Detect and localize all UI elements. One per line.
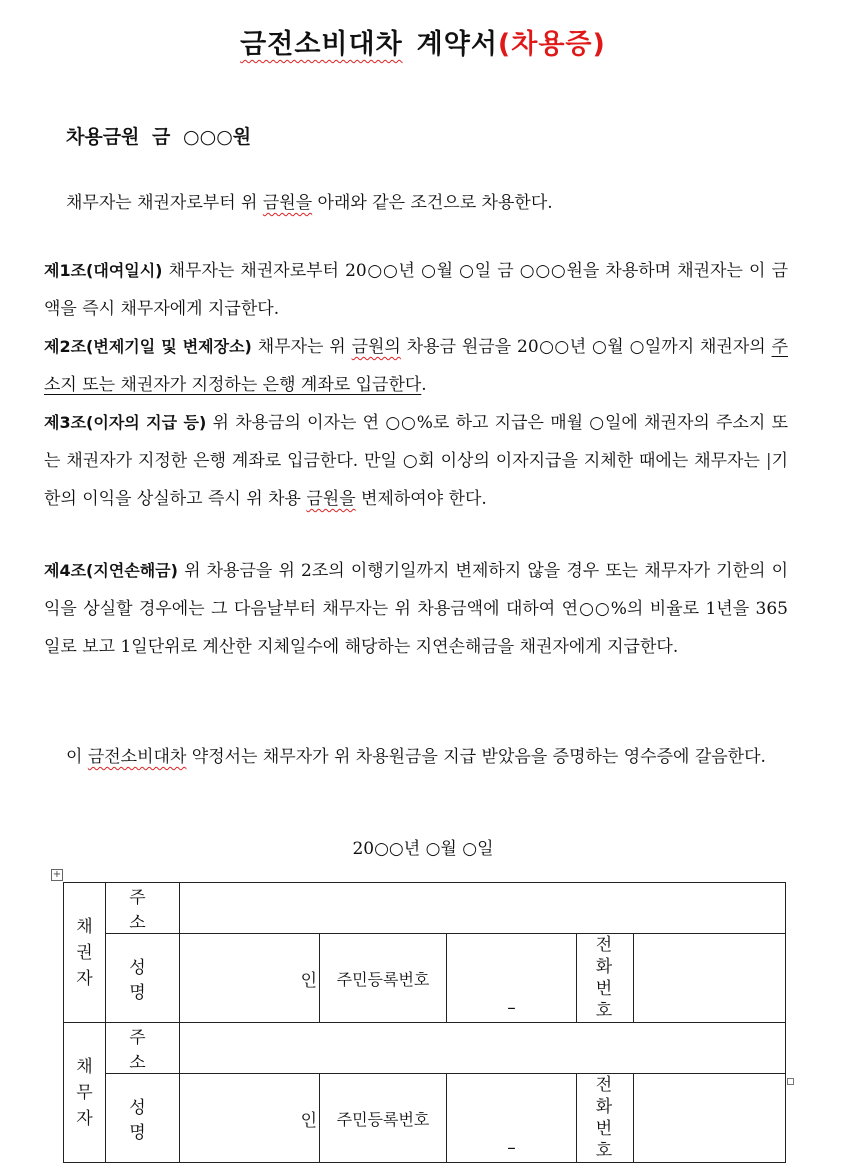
article-4-heading: 제4조(지연손해금)	[44, 561, 178, 580]
loan-amount	[66, 122, 251, 149]
table-move-handle-icon[interactable]: +	[52, 869, 62, 880]
debtor-address-field[interactable]	[180, 1023, 786, 1074]
creditor-phone-label: 전 화 번 호	[577, 934, 634, 1023]
id-dash: –	[507, 1138, 516, 1158]
debtor-phone-label: 전 화 번 호	[577, 1074, 634, 1163]
article-3-text: 위 차용금의 이자는 연 ○○%로 하고 지급은 매월 ○일에 채권자의 주소지 또는 채권자가 지정한 은행 계좌로 입금한다. 만일 ○회 이상의 이자지급을 지체한 때에는 채무자는	[44, 413, 788, 471]
creditor-name-field[interactable]	[180, 934, 320, 1023]
amount-label: 차용금원	[66, 126, 140, 148]
intro-text: 채무자는 채권자로부터 위	[66, 193, 263, 213]
spellcheck-word: 금전소비대차	[87, 747, 187, 767]
debtor-label: 채 무 자	[64, 1023, 106, 1163]
amount-value: ○○○원	[183, 126, 252, 148]
article-2-end: .	[421, 375, 427, 395]
creditor-address-label: 주 소	[106, 883, 180, 934]
creditor-name-label: 성 명	[106, 934, 180, 1023]
debtor-name-field[interactable]	[180, 1074, 320, 1163]
article-3	[44, 404, 788, 518]
article-2-underlined: 주소지 또는 채권자가 지정하는 은행 계좌로 입금한다	[44, 337, 788, 395]
article-3-text-mid: 기한의 이익을 상실하고 즉시 위 차용	[44, 451, 788, 509]
table-resize-handle[interactable]	[787, 1078, 794, 1085]
intro-paragraph	[66, 188, 553, 213]
article-2-heading: 제2조(변제기일 및 변제장소)	[44, 337, 252, 356]
title-main: 금전소비대차	[240, 29, 403, 60]
spellcheck-word: 금원을	[262, 193, 313, 213]
contract-date: 20○○년 ○월 ○일	[352, 839, 494, 859]
debtor-address-label: 주 소	[106, 1023, 180, 1074]
creditor-address-field[interactable]	[180, 883, 786, 934]
closing-text-end: 약정서는 채무자가 위 차용원금을 지급 받았음을 증명하는 영수증에 갈음한다.	[186, 747, 766, 767]
article-4-text: 위 차용금을 위 2조의 이행기일까지 변제하지 않을 경우 또는 채무자가 기한의 이익을 상실할 경우에는 그 다음날부터 채무자는 위 차용금액에 대하여 연○○%의 비율로 1년을 365일로 보고 1일단위로 계산한 지체일수에 해당하는 지연손해금을 채권자에게 지급한다.	[44, 561, 788, 657]
creditor-id-field[interactable]	[447, 934, 577, 1023]
closing-paragraph	[66, 738, 788, 776]
document-title	[0, 22, 846, 61]
article-2-text-mid: 차용금 원금을 20○○년 ○월 ○일까지 채권자의	[400, 337, 772, 357]
article-4	[44, 552, 788, 666]
intro-text-end: 아래와 같은 조건으로 차용한다.	[312, 193, 553, 213]
text-cursor: |	[765, 451, 772, 471]
debtor-name-label: 성 명	[106, 1074, 180, 1163]
id-dash: –	[507, 998, 516, 1018]
debtor-id-label: 주민등록번호	[320, 1074, 447, 1163]
title-second: 계약서	[416, 29, 498, 60]
creditor-label: 채 권 자	[64, 883, 106, 1023]
spellcheck-word: 금원의	[351, 337, 401, 357]
seal-mark: 인	[300, 970, 317, 991]
debtor-phone-field[interactable]	[634, 1074, 786, 1163]
article-2-text: 채무자는 위	[251, 337, 352, 357]
debtor-id-field[interactable]	[447, 1074, 577, 1163]
article-1	[44, 252, 788, 328]
signature-table	[63, 882, 786, 1163]
article-3-heading: 제3조(이자의 지급 등)	[44, 413, 207, 432]
creditor-phone-field[interactable]	[634, 934, 786, 1023]
title-suffix: (차용증)	[497, 29, 606, 60]
article-3-text-end: 변제하여야 한다.	[355, 489, 487, 509]
closing-text: 이	[66, 747, 88, 767]
amount-prefix: 금	[152, 126, 171, 148]
article-1-text: 채무자는 채권자로부터 20○○년 ○월 ○일 금 ○○○원을 차용하며 채권자는 이 금액을 즉시 채무자에게 지급한다.	[44, 261, 788, 319]
seal-mark: 인	[300, 1110, 317, 1131]
article-1-heading: 제1조(대여일시)	[44, 261, 163, 280]
article-2	[44, 328, 788, 404]
spellcheck-word: 금원을	[306, 489, 356, 509]
creditor-id-label: 주민등록번호	[320, 934, 447, 1023]
